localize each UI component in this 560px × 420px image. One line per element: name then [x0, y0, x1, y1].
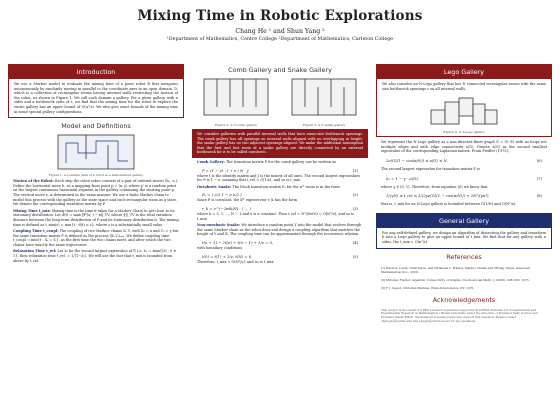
- figures-row: [192, 77, 368, 129]
- figure2: [202, 77, 270, 129]
- bullet-term: Relaxation Time t_rel:: [13, 249, 57, 254]
- equation-4: [192, 239, 368, 246]
- bullet-text: The block transition matrix P₀ for the nᵗʰ room is in the form: [232, 184, 340, 189]
- bullet-comb: [192, 160, 368, 167]
- equation-5: [192, 253, 368, 260]
- equation-number: (5): [352, 253, 358, 259]
- bullet-mixing: [8, 209, 184, 229]
- equation-1: [192, 167, 368, 174]
- general-title: General Gallery: [377, 214, 551, 228]
- comb-intro-text: We consider galleries with parallel internal walls that have same-size bottleneck openings. The comb gallery has all openings on internal walls aligned with no overlapping in height; the snake gallery has no two adjacent openings aligned. We make the additional assumption that the first and last room of a snake gallery are directly connected by an external bottleneck for it to be called ouroboric.: [197, 132, 363, 155]
- bullet-text: Let λ₂ be the second largest eigenvalue of P, i.e. λ₂ = max{|λ| : λ ≠ 1}, then relaxation time t_rel := 1/(1−λ₂). We will use the fact that t_mix is bounded from above by t_rel.: [13, 249, 177, 263]
- lego-text4: where γ ∈ (0, 1). Therefore, from equation (6) we know that: [381, 184, 488, 189]
- bullet-term: Ouroboric Snake:: [197, 184, 232, 189]
- lego-text: We also consider an N-Lego gallery that has N connected rectangular rooms with the same size bottleneck openings ε on all internal walls.: [382, 82, 546, 91]
- figure4-caption: Figure 4. A 5-Lego gallery: [443, 130, 485, 135]
- equation-body: r_k = e^(−2πik/N) · ( ... ): [202, 205, 251, 211]
- figure1-caption: Figure 1. A possible path of a robot in a well-defined gallery.: [48, 173, 144, 178]
- boundary-text: with boundary conditions: [197, 245, 243, 250]
- bullet-text: The coupling of two Markov chains X, Y, with X₀ = x and Y₀ = y but the same transition matrix P is defined as the process (Xₜ,Yₜ)ₜ₌₀. We define coupling time t_coupl = min{t : Xₜ = Yₜ}, as the first time the two chains meet, and after which the two chains have exactly the same trajectories.: [13, 229, 179, 247]
- intro-text: We use a Markov model to evaluate the mixing time of a point robot R that navigates autonomously by randomly moving in parallel to the coordinate axes in an open domain. D, which is a collection of rectangular rooms having internal walls restricting the motion of the robot, as shown in Figure 1. We call such domain a gallery. For a given gallery with n sides and a bottleneck ratio of ε, we find that the mixing time for the robot to explore the entire gallery has an upper bound of O(n²/ε). We also give exact bounds of the mixing time in some special gallery configurations.: [14, 82, 178, 114]
- lego-text5: that is, t_mix for an N-Lego gallery is bounded between O(1/N) and O(N²/e).: [381, 202, 517, 207]
- figure2-caption: Figure 2. A 5-comb gallery: [215, 123, 257, 127]
- bullet-term: Coupling Time t_coupl:: [13, 229, 59, 234]
- equation-body: 1/(γN) ≤ t_rel ≤ 1/(2γe(G)(1 − cos(π/N))) ≈ 2N²/(γπ²),: [386, 193, 490, 199]
- equation-body: λ₂ = 1 − γ · a(G),: [386, 175, 419, 181]
- bullet-term: Mixing Time t_mix:: [13, 208, 51, 213]
- column-left: [8, 64, 184, 265]
- equation-number: (8): [536, 193, 542, 199]
- equation-body: t(n + 1) − 2t(n) + t(n − 1) + 1/e = 0,: [202, 239, 274, 245]
- equation-number: (2): [352, 192, 358, 198]
- bullet-coupling: [8, 229, 184, 249]
- bullet-text: Each step the robot takes consists of a pair of ordered moves (h₁, v₁). Define the horizontal move h, as a mapping from point p = (x, y) where p′ is a random point on the largest continuous horizontal segment in the gallery containing the starting point p. The vertical move v, is determined in the same manner. We use a finite Markov chain to model this process with the gallery as the state space and each rectangular room as a state. We denote the corresponding transition matrix by P.: [13, 179, 179, 207]
- bullet-non-ouroboric: [192, 223, 368, 239]
- intro-title: Introduction: [9, 65, 183, 79]
- lego-gallery-figure: [429, 96, 499, 128]
- bullet-term: Comb Gallery:: [197, 159, 225, 164]
- equation-number: (6): [536, 157, 542, 163]
- general-text: For any self-defined gallery, we design an algorithm of dissecting the gallery and transform it into a Lego gallery to give an upper bound of t_mix. We find that for any gallery with n sides, the t_mix = O(n²/ε).: [382, 230, 546, 244]
- affiliation: ¹Department of Mathematics, Centre College ²Department of Mathematics, Carleton College: [166, 37, 394, 42]
- equation-number: (3): [352, 205, 358, 211]
- ouroboric-after: Since P is circulant, the kᵗʰ eigenvector r_k has the form: [197, 198, 298, 203]
- comb-gallery-figure: [202, 77, 270, 117]
- general-section: [376, 213, 552, 249]
- ack-text: This project is the result of a REU research experience supported at ICERM (Institute for Computational and Experimental Research in Mathematics) / Brown University under the direction of Professor Sally Gordon and Professor Sarah Elliott. We thank all reviewing team who support this research. Please contact chang.he@centre.edu and yangs2@carleton.edu for any questions.: [381, 307, 538, 323]
- equation-body: 2e(G)(1 − cos(π/N)) ≤ a(G) ≤ N.: [386, 157, 448, 163]
- equation-7: [376, 175, 552, 182]
- equation-3: [192, 205, 368, 212]
- intro-section: [8, 64, 184, 118]
- reference-item: [1] David A. Levin, Yuval Peres, and Elizabeth L. Wilmer. Markov Chains and Mixing Times. American Mathematical Soc., 2009.: [381, 265, 530, 274]
- comb-title: Comb Gallery and Snake Gallery: [228, 66, 332, 74]
- figure3: [290, 77, 358, 129]
- comb-after: where I is the identity matrix and J is the matrix of all ones. The second largest eigenvalues for P is 1 − e, meaning that t_rel = O(1/e), and so is t_mix.: [197, 173, 361, 183]
- reference-item: [2] Miroslav Fiedler. Algebraic Connectivity of Graphs. Czechoslovak Math. J. 23(98): 298–305, 1973.: [381, 277, 530, 282]
- comb-intro-box: [192, 129, 368, 158]
- lego-text2: We represent the N-Lego gallery as a non-directed finite graph G = (V, E) with no loops nor multiple edges and with edge connectivity e(G). Denote a(G) as the second smallest eigenvalue of the corresponding Laplacian matrix. From Fiedler (1973),: [381, 140, 547, 154]
- snake-gallery-figure: [290, 77, 358, 117]
- authors: Chang He ¹ and Shun Yang ²: [235, 28, 325, 35]
- bullet-term: Non-ouroboric Snake:: [197, 223, 241, 228]
- poster-header: [0, 0, 560, 60]
- lego-title: Lego Gallery: [377, 65, 551, 79]
- bullet-text: We introduce a random point Y into the model that evolves through the same Markov chain as the robot does and design a coupling algorithm that matches the height of Y and R. The coupling time can be approximated through the recurrence relation: [197, 223, 362, 237]
- bullet-term: Motion of the Robot:: [13, 179, 54, 184]
- reference-item: [3] F. J. Seyed, Christian Mathias. Wiley-Interscience, NY, 1970.: [381, 285, 475, 290]
- equation-body: Pₙ = ( e/2 1 − e e/2 ): [202, 192, 242, 198]
- ouroboric-after2: where k = 0, 1, ..., N − 1 and e is a constant. Then t_rel = N²/(8π²e) = O(N²/e), and so is t_mix.: [197, 211, 354, 221]
- figure3-caption: Figure 3. A 5-snake gallery: [302, 123, 346, 127]
- equation-number: (1): [352, 167, 358, 173]
- ack-title: Acknowledgements: [432, 295, 496, 304]
- equation-number: (4): [352, 239, 358, 245]
- column-right: [376, 64, 552, 325]
- robot-path-figure: [56, 133, 136, 171]
- poster-title: Mixing Time in Robotic Explorations: [137, 8, 423, 24]
- equation-number: (7): [536, 175, 542, 181]
- equation-6: [376, 157, 552, 164]
- model-title: Model and Definitions: [61, 122, 131, 131]
- bullet-text: The transition matrix P for the comb gallery can be written as: [225, 159, 337, 164]
- bullet-relaxation: [8, 249, 184, 265]
- equation-8: [376, 192, 552, 199]
- non-ouroboric-after: Therefore, t_mix = O(N²/e), and so is t_mix.: [197, 259, 275, 264]
- references-title: References: [446, 252, 482, 261]
- equation-body: P = (1 − e) · I + e / N · J,: [202, 167, 250, 173]
- column-middle: [192, 64, 368, 266]
- lego-text3: The second largest eigenvalue for transition matrix P is: [381, 166, 480, 171]
- equation-body: t(0) = t(1) + 2/e, t(N) = 0.: [202, 253, 253, 259]
- bullet-ouroboric: [192, 185, 368, 192]
- bullet-text: Mixing time is the time it takes for a Markov Chain to get close to its stationary distribution. Let d(t) = max ‖Pᵗ(x,·) − π‖_TV, where ‖·‖_TV is the total variation distance between the long-term distribution of P and its stationary distribution π. The mixing time is defined as t_mix(ε) = min{t : d(t) ≤ ε}, where ε is a substantially small value.: [13, 208, 179, 227]
- bullet-motion: [8, 179, 184, 209]
- equation-2: [192, 191, 368, 198]
- lego-section: [376, 64, 552, 137]
